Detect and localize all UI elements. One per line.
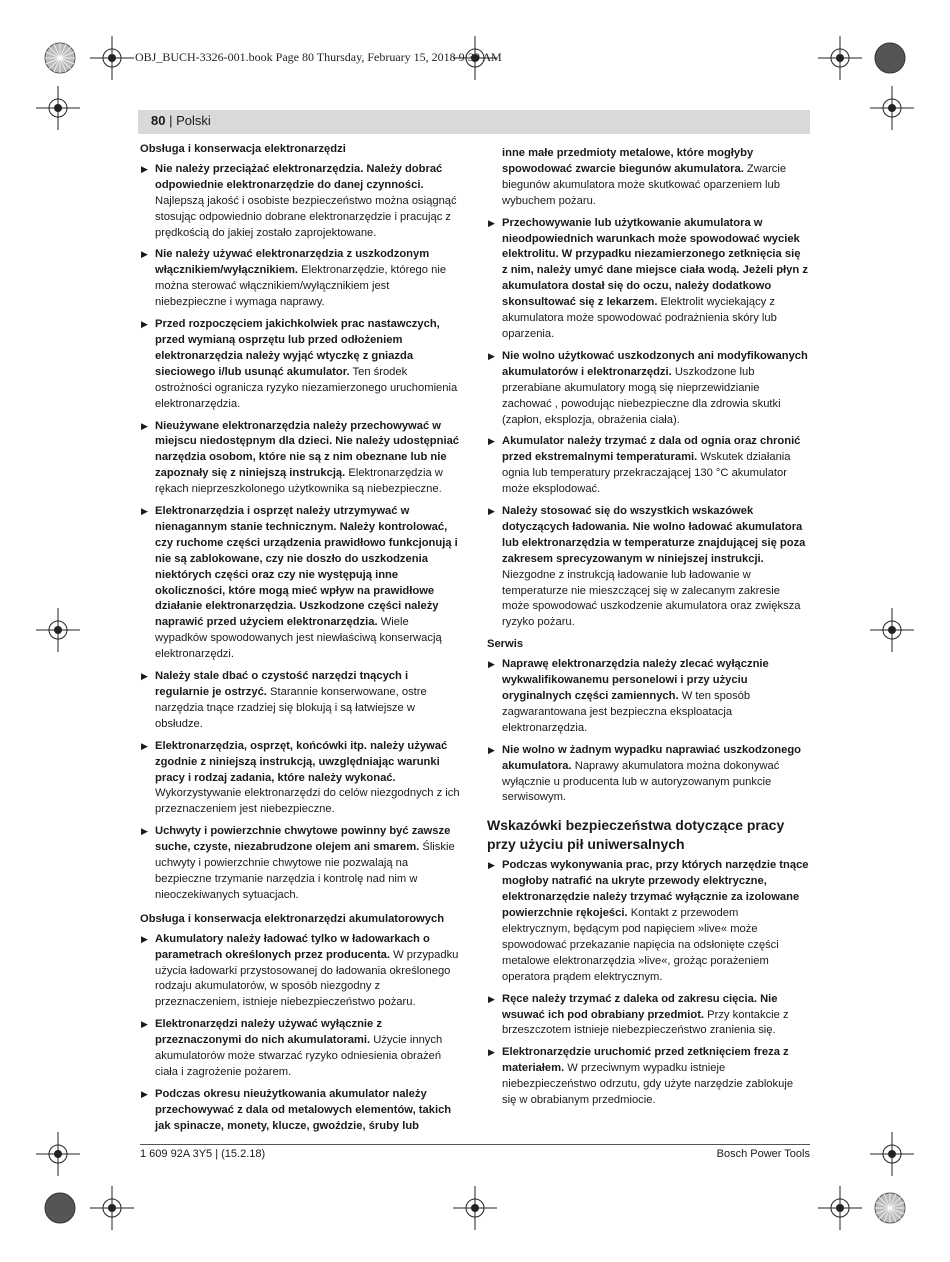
registration-mark-icon	[40, 38, 80, 78]
bullet-bold-text: Akumulatory należy ładować tylko w ładowarkach o parametrach określonych przez producenta.	[155, 932, 430, 961]
bullet-triangle-icon: ▶	[141, 163, 148, 174]
page-header: 80 | Polski	[151, 113, 211, 128]
bullet-bold-text: Ręce należy trzymać z daleka od zakresu cięcia. Nie wsuwać ich pod obrabiany przedmiot.	[502, 992, 778, 1021]
section-title: Obsługa i konserwacja elektronarzędzi	[140, 143, 346, 155]
bullet-triangle-icon: ▶	[141, 249, 148, 260]
bullet-triangle-icon: ▶	[141, 1019, 148, 1030]
bullet-text: Elektronarzędzia w rękach nieprzeszkolonego użytkownika są niebezpieczne.	[155, 467, 443, 496]
bullet-item	[140, 504, 462, 663]
right-column	[487, 146, 809, 1115]
bullet-text: Najlepszą jakość i osobiste bezpieczeństwo można osiągnąć stosując odpowiednio dobrane elektronarzędzie i pracując z prędkością do jakiej zostało zaprojektowane.	[155, 194, 457, 239]
bullet-item	[140, 669, 462, 733]
bullet-bold-text: Nieużywane elektronarzędzia należy przechowywać w miejscu niedostępnym dla dzieci. Nie należy udostępniać narzędzia osobom, które nie są z nim obeznane lub nie zapoznały się z niniejszą instrukcją.	[155, 419, 460, 480]
bullet-bold-text: Podczas okresu nieużytkowania akumulator należy przechowywać z dala od metalowych elementów, takich jak spinacze, monety, klucze, gwoździe, śruby lub	[155, 1087, 452, 1132]
bullet-bold-text: Elektronarzędzie uruchomić przed zetknięciem freza z materiałem.	[502, 1046, 789, 1075]
bullet-bold-text: Nie należy przeciążać elektronarzędzia. Należy dobrać odpowiednie elektronarzędzie do danej czynności.	[155, 162, 443, 191]
bullet-triangle-icon: ▶	[488, 993, 495, 1004]
bullet-item	[487, 657, 809, 737]
crosshair-mark-icon	[90, 36, 134, 80]
bullet-text: Elektrolit wyciekający z akumulatora może spowodować podrażnienia skóry lub oparzenia.	[502, 296, 777, 340]
registration-mark-icon	[870, 1188, 910, 1228]
bullet-list	[487, 858, 809, 1109]
bullet-text: W przypadku użycia ładowarki przystosowanej do ładowania określonego rodzaju akumulatorów, w sposób niezgodny z przeznaczeniem, istnieje niebezpieczeństwo pożaru.	[155, 948, 459, 1009]
page-number: 80	[151, 113, 166, 128]
bullet-triangle-icon: ▶	[141, 420, 148, 431]
section-title: Obsługa i konserwacja elektronarzędzi akumulatorowych	[140, 912, 445, 925]
bullet-item	[487, 1045, 809, 1109]
bullet-item	[140, 739, 462, 819]
bullet-item	[140, 824, 462, 904]
print-header: OBJ_BUCH-3326-001.book Page 80 Thursday, February 15, 2018 9:39 AM	[135, 50, 502, 64]
crosshair-mark-icon	[870, 1132, 914, 1176]
left-column	[140, 142, 462, 1141]
bullet-bold-text: Elektronarzędzi należy używać wyłącznie z przeznaczonymi do nich akumulatorami.	[155, 1018, 382, 1047]
bullet-text: Niezgodne z instrukcją ładowanie lub ładowanie w temperaturze nie mieszczącej się w zalecanym zakresie może spowodować uszkodzenie akumulatora oraz zwiększa ryzyko pożaru.	[502, 568, 801, 629]
bullet-text: Śliskie uchwyty i powierzchnie chwytowe nie pozwalają na bezpieczne trzymanie narzędzia i kontrolę nad nim w nieoczekiwanych sytuacjach.	[155, 841, 455, 901]
bullet-triangle-icon: ▶	[488, 506, 495, 517]
bullet-text: Wskutek działania ognia lub temperatury przekraczającej 130 °C akumulator może eksplodować.	[502, 451, 791, 496]
bullet-bold-text: Uchwyty i powierzchnie chwytowe powinny być zawsze suche, czyste, niezabrudzone olejem ani smarem.	[155, 825, 451, 854]
bullet-triangle-icon: ▶	[488, 217, 495, 228]
bullet-text: Wiele wypadków spowodowanych jest niewłaściwą konserwacją elektronarzędzi.	[155, 616, 442, 661]
bullet-bold-text: Przechowywanie lub użytkowanie akumulatora w nieodpowiednich warunkach może spowodować wyciek elektrolitu. W przypadku niezamierzonego zetknięcia się z nim, należy umyć dane miejsce ciała wodą. Jeżeli płyn z akumulatora dostał się do oczu, należy dodatkowo skonsultować się z lekarzem.	[502, 216, 808, 309]
bullet-text: W ten sposób zagwarantowana jest bezpieczna eksploatacja elektronarzędzia.	[502, 690, 751, 734]
bullet-text: Uszkodzone lub przerabiane akumulatory mogą się nieprzewidzianie zachować , powodując niebezpieczne dla zdrowia skutki (zapłon, eksplozja, obrażenia ciała).	[502, 365, 781, 426]
paragraph-bold: inne małe przedmioty metalowe, które mogłyby spowodować zwarcie biegunów akumulatora.	[502, 147, 754, 175]
bullet-bold-text: Należy stosować się do wszystkich wskazówek dotyczących ładowania. Nie wolno ładować akumulatora lub elektronarzędzia w temperaturze znajdującej się poza zakresem sprecyzowanym w niniejszej instrukcji.	[502, 505, 806, 565]
bullet-list	[487, 657, 809, 806]
bullet-bold-text: Nie wolno użytkować uszkodzonych ani modyfikowanych akumulatorów i elektronarzędzi.	[502, 349, 808, 378]
bullet-triangle-icon: ▶	[488, 659, 495, 670]
bullet-item	[487, 504, 809, 631]
bullet-bold-text: Elektronarzędzia, osprzęt, końcówki itp. należy używać zgodnie z niniejszą instrukcją, uwzględniając warunki pracy i rodzaj zadania, które należy wykonać.	[155, 739, 448, 784]
bullet-bold-text: Naprawę elektronarzędzia należy zlecać wyłącznie wykwalifikowanemu personelowi i przy użyciu oryginalnych części zamiennych.	[502, 658, 769, 702]
page-header-band	[138, 110, 810, 134]
bullet-triangle-icon: ▶	[141, 506, 148, 517]
bullet-list	[140, 932, 462, 1135]
bullet-text: Wykorzystywanie elektronarzędzi do celów niezgodnych z ich przeznaczeniem jest niebezpieczne.	[155, 787, 460, 816]
footer-brand: Bosch Power Tools	[716, 1148, 810, 1160]
bullet-triangle-icon: ▶	[488, 1047, 495, 1058]
bullet-bold-text: Elektronarzędzia i osprzęt należy utrzymywać w nienagannym stanie technicznym. Należy kontrolować, czy ruchome części urządzenia prawidłowo funkcjonują i nie są zablokowane, czy nie doszło do uszkodzenia niektórych części oraz czy nie występują inne okoliczności, które mogą mieć wpływ na prawidłowe działanie elektronarzędzia. Uszkodzone części należy naprawić przed użyciem elektronarzędzia.	[155, 505, 458, 629]
bullet-item	[140, 317, 462, 412]
bullet-item	[487, 992, 809, 1040]
crosshair-mark-icon	[90, 1186, 134, 1230]
bullet-item	[140, 1087, 462, 1135]
bullet-text: Kontakt z przewodem elektrycznym, będącym pod napięciem »live« może spowodować przekazanie napięcia na odsłonięte części metalowe elektronarzędzia »live«, grożąc porażeniem operatora prądem elektrycznym.	[502, 907, 779, 983]
bullet-triangle-icon: ▶	[141, 319, 148, 330]
bullet-triangle-icon: ▶	[488, 744, 495, 755]
bullet-triangle-icon: ▶	[488, 860, 495, 871]
bullet-item	[487, 216, 809, 343]
bullet-text: Przy kontakcie z brzeszczotem istnieje niebezpieczeństwo zranienia się.	[502, 1008, 789, 1037]
crosshair-mark-icon	[36, 608, 80, 652]
paragraph-text: Zwarcie biegunów akumulatora może skutkować oparzeniem lub wybuchem pożaru.	[502, 162, 787, 207]
bullet-bold-text: Akumulator należy trzymać z dala od ognia oraz chronić przed ekstremalnymi temperaturami.	[502, 435, 801, 464]
registration-mark-icon	[870, 38, 910, 78]
crosshair-mark-icon	[36, 1132, 80, 1176]
crosshair-mark-icon	[870, 608, 914, 652]
registration-mark-icon	[40, 1188, 80, 1228]
bullet-item	[140, 419, 462, 499]
bullet-item	[140, 932, 462, 1012]
footer-divider	[140, 1144, 810, 1145]
bullet-item	[487, 858, 809, 985]
crosshair-mark-icon	[36, 86, 80, 130]
bullet-bold-text: Należy stale dbać o czystość narzędzi tnących i regularnie je ostrzyć.	[155, 670, 409, 698]
bullet-triangle-icon: ▶	[141, 826, 148, 837]
crosshair-mark-icon	[870, 86, 914, 130]
bullet-item	[140, 247, 462, 311]
bullet-bold-text: Nie należy używać elektronarzędzia z uszkodzonym włącznikiem/wyłącznikiem.	[155, 248, 430, 277]
bullet-item	[487, 743, 809, 807]
bullet-bold-text: Przed rozpoczęciem jakichkolwiek prac nastawczych, przed wymianą osprzętu lub przed odłożeniem elektronarzędzia należy wyjąć wtyczkę z gniazda sieciowego i/lub usunąć akumulator.	[155, 318, 440, 378]
crosshair-mark-icon	[818, 1186, 862, 1230]
page-language: Polski	[176, 113, 211, 128]
bullet-item	[140, 1017, 462, 1081]
bullet-text: Starannie konserwowane, ostre narzędzia tnące rzadziej się blokują i są łatwiejsze w obsłudze.	[155, 686, 427, 730]
section-title: Serwis	[487, 638, 524, 651]
bullet-bold-text: Podczas wykonywania prac, przy których narzędzie tnące mogłoby natrafić na ukryte przewody elektryczne, elektronarzędzie należy trzymać wyłącznie za izolowane powierzchnie rękojeści.	[502, 859, 809, 920]
bullet-bold-text: Nie wolno w żadnym wypadku naprawiać uszkodzonego akumulatora.	[502, 743, 802, 772]
bullet-list	[487, 216, 809, 632]
bullet-triangle-icon: ▶	[141, 740, 148, 751]
bullet-text: Użycie innych akumulatorów może stwarzać ryzyko odniesienia obrażeń ciała i zagrożenie pożarem.	[155, 1034, 443, 1078]
section-title: Wskazówki bezpieczeństwa dotyczące pracy przy użyciu pił uniwersalnych	[487, 817, 785, 853]
bullet-item	[487, 434, 809, 498]
bullet-triangle-icon: ▶	[488, 436, 495, 447]
bullet-triangle-icon: ▶	[141, 1088, 148, 1099]
bullet-triangle-icon: ▶	[488, 350, 495, 361]
bullet-item	[140, 162, 462, 242]
bullet-text: Elektronarzędzie, którego nie można sterować włącznikiem/wyłącznikiem jest niebezpieczne i wymaga naprawy.	[155, 264, 447, 309]
bullet-text: Naprawy akumulatora można dokonywać wyłącznie u producenta lub w autoryzowanym punkcie serwisowym.	[502, 759, 780, 804]
bullet-item	[487, 349, 809, 429]
footer-doc-number: 1 609 92A 3Y5 | (15.2.18)	[140, 1148, 266, 1160]
bullet-text: Ten środek ostrożności ogranicza ryzyko niezamierzonego uruchomienia elektronarzędzia.	[155, 365, 458, 410]
continued-paragraph	[502, 146, 809, 210]
bullet-triangle-icon: ▶	[141, 933, 148, 944]
bullet-text: W przeciwnym wypadku istnieje niebezpieczeństwo odrzutu, gdy użyte narzędzie zablokuje się w obrabianym przedmiocie.	[502, 1062, 794, 1107]
bullet-triangle-icon: ▶	[141, 671, 148, 682]
bullet-list	[140, 162, 462, 904]
crosshair-mark-icon	[818, 36, 862, 80]
crosshair-mark-icon	[453, 1186, 497, 1230]
